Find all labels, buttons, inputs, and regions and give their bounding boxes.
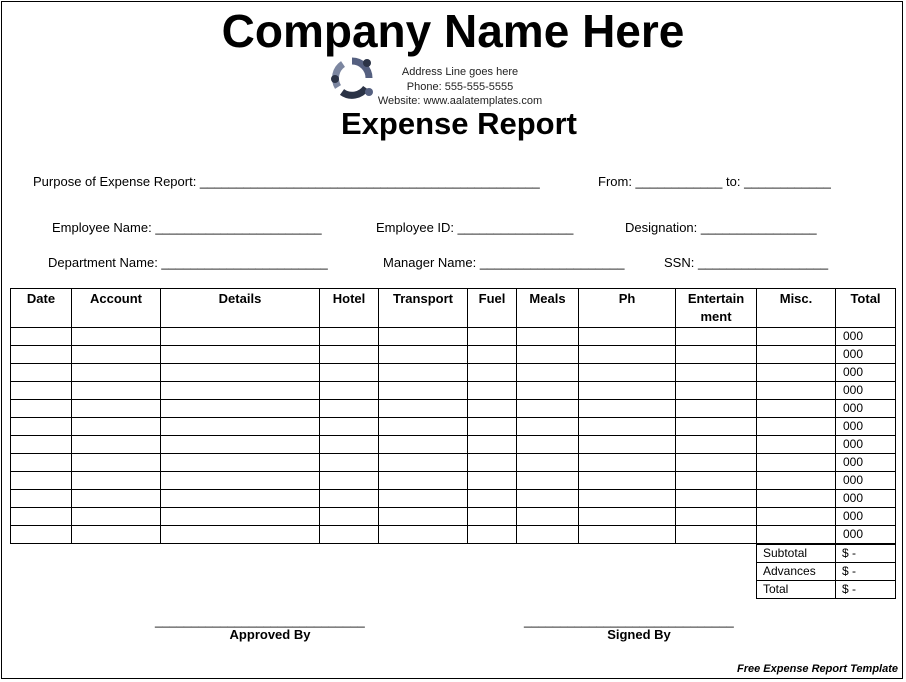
- table-cell[interactable]: [11, 508, 72, 526]
- table-cell[interactable]: [468, 454, 517, 472]
- table-cell[interactable]: [72, 436, 161, 454]
- table-cell[interactable]: [676, 346, 757, 364]
- table-cell[interactable]: [579, 490, 676, 508]
- table-cell[interactable]: [757, 508, 836, 526]
- column-header: Total: [836, 289, 896, 328]
- table-cell[interactable]: [517, 490, 579, 508]
- to-field[interactable]: to: ____________: [726, 174, 831, 189]
- table-cell[interactable]: [757, 346, 836, 364]
- total-cell: 000: [836, 472, 896, 490]
- table-cell[interactable]: [72, 400, 161, 418]
- table-cell[interactable]: [517, 436, 579, 454]
- total-cell: 000: [836, 328, 896, 346]
- table-row: [11, 454, 896, 472]
- table-cell[interactable]: [320, 346, 379, 364]
- table-cell[interactable]: [11, 364, 72, 382]
- table-cell[interactable]: [468, 436, 517, 454]
- table-cell[interactable]: [320, 454, 379, 472]
- column-header: Details: [161, 289, 320, 328]
- table-cell[interactable]: [579, 454, 676, 472]
- table-row: [11, 418, 896, 436]
- table-cell[interactable]: [517, 364, 579, 382]
- summary-label: Total: [757, 581, 836, 599]
- table-cell[interactable]: [320, 508, 379, 526]
- table-row: [11, 508, 896, 526]
- column-header: Misc.: [757, 289, 836, 328]
- column-header: Meals: [517, 289, 579, 328]
- table-cell[interactable]: [11, 526, 72, 544]
- table-cell[interactable]: [579, 382, 676, 400]
- table-cell[interactable]: [468, 490, 517, 508]
- approved-signature-line[interactable]: _____________________________: [155, 613, 365, 628]
- table-row: [11, 400, 896, 418]
- approved-by-label: Approved By: [229, 627, 311, 642]
- table-cell[interactable]: [579, 346, 676, 364]
- table-cell[interactable]: [11, 436, 72, 454]
- summary-label: Subtotal: [757, 545, 836, 563]
- table-header-row: [11, 289, 896, 328]
- signed-signature-line[interactable]: _____________________________: [524, 613, 734, 628]
- table-cell[interactable]: [11, 472, 72, 490]
- column-header: Entertain ment: [676, 289, 757, 328]
- summary-value: $ -: [836, 545, 896, 563]
- table-cell[interactable]: [72, 328, 161, 346]
- table-cell[interactable]: [161, 508, 320, 526]
- table-cell[interactable]: [11, 328, 72, 346]
- total-cell: 000: [836, 418, 896, 436]
- table-cell[interactable]: [379, 472, 468, 490]
- table-row: [11, 382, 896, 400]
- column-header: Ph: [579, 289, 676, 328]
- table-cell[interactable]: [757, 328, 836, 346]
- table-cell[interactable]: [517, 508, 579, 526]
- table-cell[interactable]: [517, 526, 579, 544]
- table-cell[interactable]: [468, 382, 517, 400]
- company-name: Company Name Here: [221, 5, 685, 57]
- column-header: Date: [11, 289, 72, 328]
- table-cell[interactable]: [579, 400, 676, 418]
- table-cell[interactable]: [379, 418, 468, 436]
- table-cell[interactable]: [11, 490, 72, 508]
- table-cell[interactable]: [320, 382, 379, 400]
- summary-row: [757, 545, 896, 563]
- table-cell[interactable]: [757, 400, 836, 418]
- table-cell[interactable]: [757, 436, 836, 454]
- table-cell[interactable]: [676, 400, 757, 418]
- column-header: Fuel: [468, 289, 517, 328]
- table-cell[interactable]: [161, 328, 320, 346]
- table-cell[interactable]: [379, 490, 468, 508]
- table-cell[interactable]: [757, 454, 836, 472]
- table-cell[interactable]: [517, 472, 579, 490]
- table-cell[interactable]: [320, 400, 379, 418]
- table-cell[interactable]: [676, 490, 757, 508]
- table-cell[interactable]: [579, 418, 676, 436]
- column-header: Hotel: [320, 289, 379, 328]
- table-cell[interactable]: [579, 508, 676, 526]
- from-field[interactable]: From: ____________: [598, 174, 723, 189]
- total-cell: 000: [836, 454, 896, 472]
- table-cell[interactable]: [579, 436, 676, 454]
- table-cell[interactable]: [320, 364, 379, 382]
- purpose-field[interactable]: Purpose of Expense Report: _______________________________________________: [33, 174, 540, 189]
- employee-name-field[interactable]: Employee Name: _______________________: [52, 220, 322, 235]
- total-cell: 000: [836, 526, 896, 544]
- table-cell[interactable]: [11, 346, 72, 364]
- table-cell[interactable]: [468, 346, 517, 364]
- table-cell[interactable]: [379, 508, 468, 526]
- table-cell[interactable]: [379, 364, 468, 382]
- table-cell[interactable]: [379, 526, 468, 544]
- table-cell[interactable]: [379, 454, 468, 472]
- table-cell[interactable]: [161, 490, 320, 508]
- address-line: Address Line goes here: [401, 66, 519, 78]
- phone-line: Phone: 555-555-5555: [406, 81, 514, 93]
- report-title: Expense Report: [340, 106, 577, 141]
- column-header: Account: [72, 289, 161, 328]
- table-cell[interactable]: [517, 328, 579, 346]
- table-row: [11, 346, 896, 364]
- table-cell[interactable]: [72, 508, 161, 526]
- table-cell[interactable]: [468, 328, 517, 346]
- table-cell[interactable]: [320, 490, 379, 508]
- table-row: [11, 526, 896, 544]
- table-cell[interactable]: [676, 526, 757, 544]
- table-cell[interactable]: [579, 364, 676, 382]
- table-cell[interactable]: [72, 346, 161, 364]
- table-cell[interactable]: [161, 526, 320, 544]
- table-cell[interactable]: [517, 382, 579, 400]
- summary-value: $ -: [836, 563, 896, 581]
- table-cell[interactable]: [379, 382, 468, 400]
- table-cell[interactable]: [161, 472, 320, 490]
- manager-field[interactable]: Manager Name: ____________________: [383, 255, 625, 270]
- table-row: [11, 472, 896, 490]
- summary-label: Advances: [757, 563, 836, 581]
- table-cell[interactable]: [72, 526, 161, 544]
- table-cell[interactable]: [579, 472, 676, 490]
- table-cell[interactable]: [757, 418, 836, 436]
- table-cell[interactable]: [320, 472, 379, 490]
- summary-value: $ -: [836, 581, 896, 599]
- table-cell[interactable]: [11, 382, 72, 400]
- table-cell[interactable]: [379, 346, 468, 364]
- table-cell[interactable]: [468, 508, 517, 526]
- table-cell[interactable]: [161, 436, 320, 454]
- table-row: [11, 328, 896, 346]
- table-cell[interactable]: [161, 346, 320, 364]
- table-cell[interactable]: [579, 328, 676, 346]
- table-cell[interactable]: [517, 418, 579, 436]
- table-cell[interactable]: [468, 472, 517, 490]
- signed-by-label: Signed By: [607, 627, 671, 642]
- summary-row: [757, 581, 896, 599]
- table-cell[interactable]: [757, 472, 836, 490]
- table-cell[interactable]: [72, 418, 161, 436]
- ssn-field[interactable]: SSN: __________________: [664, 255, 829, 270]
- table-cell[interactable]: [72, 364, 161, 382]
- table-cell[interactable]: [161, 382, 320, 400]
- table-cell[interactable]: [11, 454, 72, 472]
- table-cell[interactable]: [161, 400, 320, 418]
- table-cell[interactable]: [161, 418, 320, 436]
- summary-table: [756, 544, 896, 599]
- total-cell: 000: [836, 364, 896, 382]
- table-cell[interactable]: [676, 508, 757, 526]
- column-header: Transport: [379, 289, 468, 328]
- table-cell[interactable]: [676, 364, 757, 382]
- total-cell: 000: [836, 508, 896, 526]
- total-cell: 000: [836, 436, 896, 454]
- total-cell: 000: [836, 400, 896, 418]
- table-cell[interactable]: [320, 436, 379, 454]
- table-cell[interactable]: [676, 418, 757, 436]
- table-cell[interactable]: [676, 328, 757, 346]
- table-cell[interactable]: [72, 472, 161, 490]
- table-cell[interactable]: [11, 400, 72, 418]
- table-cell[interactable]: [468, 364, 517, 382]
- department-field[interactable]: Department Name: _______________________: [48, 255, 328, 270]
- table-cell[interactable]: [320, 526, 379, 544]
- table-cell[interactable]: [379, 328, 468, 346]
- table-cell[interactable]: [757, 490, 836, 508]
- table-cell[interactable]: [320, 328, 379, 346]
- table-cell[interactable]: [379, 400, 468, 418]
- table-cell[interactable]: [161, 454, 320, 472]
- table-cell[interactable]: [517, 346, 579, 364]
- table-cell[interactable]: [676, 382, 757, 400]
- table-cell[interactable]: [517, 454, 579, 472]
- table-cell[interactable]: [757, 364, 836, 382]
- table-cell[interactable]: [379, 436, 468, 454]
- table-cell[interactable]: [517, 400, 579, 418]
- table-row: [11, 364, 896, 382]
- table-cell[interactable]: [320, 418, 379, 436]
- table-row: [11, 436, 896, 454]
- table-cell[interactable]: [468, 418, 517, 436]
- table-cell[interactable]: [161, 364, 320, 382]
- table-row: [11, 490, 896, 508]
- table-cell[interactable]: [72, 382, 161, 400]
- table-cell[interactable]: [757, 526, 836, 544]
- table-cell[interactable]: [676, 436, 757, 454]
- total-cell: 000: [836, 346, 896, 364]
- table-cell[interactable]: [676, 472, 757, 490]
- total-cell: 000: [836, 382, 896, 400]
- total-cell: 000: [836, 490, 896, 508]
- summary-row: [757, 563, 896, 581]
- footer-note: Free Expense Report Template: [737, 663, 898, 675]
- table-cell[interactable]: [72, 490, 161, 508]
- table-cell[interactable]: [72, 454, 161, 472]
- table-cell[interactable]: [11, 418, 72, 436]
- table-cell[interactable]: [468, 526, 517, 544]
- table-cell[interactable]: [468, 400, 517, 418]
- website-line: Website: www.aalatemplates.com: [377, 95, 543, 107]
- table-cell[interactable]: [676, 454, 757, 472]
- employee-id-field[interactable]: Employee ID: ________________: [376, 220, 574, 235]
- expense-table: [10, 288, 896, 544]
- designation-field[interactable]: Designation: ________________: [625, 220, 817, 235]
- table-cell[interactable]: [757, 382, 836, 400]
- table-cell[interactable]: [579, 526, 676, 544]
